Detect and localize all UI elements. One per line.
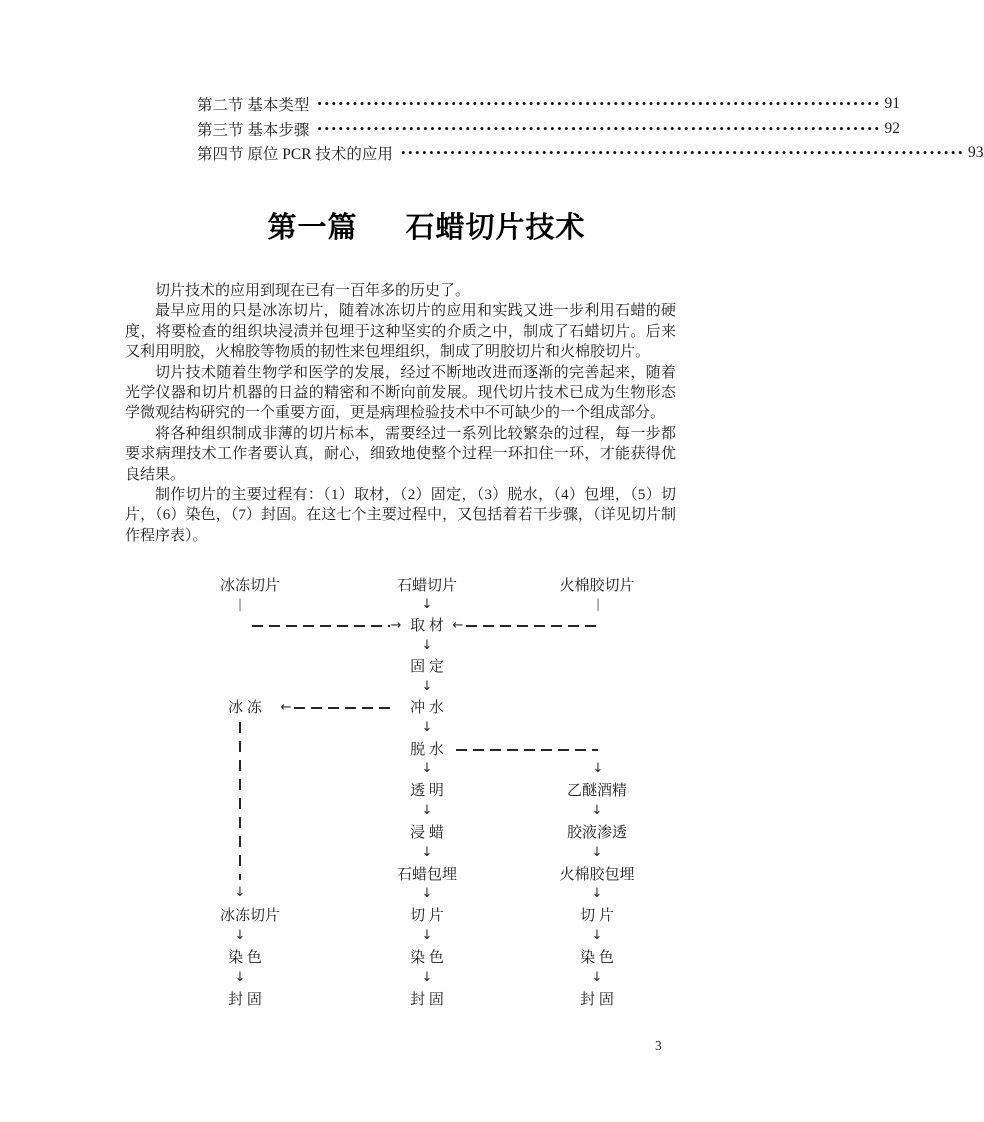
arrow-down-icon: ↓: [591, 803, 603, 818]
node-freezing: 冰 冻: [228, 700, 262, 716]
arrow-down-icon: ↓: [421, 597, 433, 612]
node-clearing: 透 明: [410, 783, 444, 799]
node-staining-center: 染 色: [410, 950, 444, 966]
dashed-line-v: [239, 722, 241, 880]
node-dehydration: 脱 水: [410, 742, 444, 758]
node-mounting-left: 封 固: [228, 992, 262, 1008]
dashed-line-h: [294, 707, 392, 709]
body-paragraph: 制作切片的主要过程有：（1）取材，（2）固定，（3）脱水，（4）包埋，（5）切片，（6）染色，（7）封固。在这七个主要过程中，又包括着若干步骤，（详见切片制作程序表）。: [125, 487, 676, 544]
node-frozen-sectioning: 冰冻切片: [219, 908, 281, 924]
page-number: 3: [655, 1038, 662, 1053]
arrow-down-icon: ↓: [591, 845, 603, 860]
arrow-down-icon: ↓: [421, 845, 433, 860]
body-text: [125, 281, 676, 546]
toc-page-number: 91: [884, 95, 900, 113]
toc-dot-leader: ••••••••••••••••••••••••••••••••••••••••••••••••••••••••••••••••••••••••••••••••: [317, 96, 882, 111]
arrow-down-icon: ↓: [591, 928, 603, 943]
node-sampling: 取 材: [410, 618, 444, 634]
body-paragraph: 将各种组织制成非薄的切片标本，需要经过一系列比较繁杂的过程，每一步都要求病理技术工作者要认真，耐心，细致地使整个过程一环扣住一环，才能获得优良结果。: [125, 425, 676, 483]
arrow-down-icon: ↓: [421, 720, 433, 735]
dashed-line-h: [252, 625, 390, 627]
arrow-down-icon: ↓: [421, 638, 433, 653]
node-staining-right: 染 色: [580, 950, 614, 966]
flow-header-celloidin-section: 火棉胶切片: [559, 578, 635, 594]
arrow-down-icon: ↓: [234, 970, 246, 985]
toc: [197, 92, 984, 166]
node-paraffin-embedding: 石蜡包埋: [396, 867, 458, 883]
arrow-right-icon: →: [390, 618, 402, 633]
dashed-line-h: [466, 625, 598, 627]
toc-page-number: 93: [968, 144, 984, 162]
flow-header-paraffin-section: 石蜡切片: [396, 578, 458, 594]
part-title: [60, 205, 793, 246]
toc-dot-leader: ••••••••••••••••••••••••••••••••••••••••••••••••••••••••••••••••••••••••••••••••: [400, 145, 966, 160]
arrow-down-icon: ↓: [421, 803, 433, 818]
arrow-down-icon: ↓: [591, 886, 603, 901]
body-paragraph: 切片技术的应用到现在已有一百年多的历史了。: [155, 283, 471, 299]
arrow-down-icon: ↓: [421, 928, 433, 943]
node-mounting-right: 封 固: [580, 992, 614, 1008]
node-celloidin-embedding: 火棉胶包埋: [559, 867, 635, 883]
node-sectioning-center: 切 片: [410, 908, 444, 924]
toc-label: 第四节 原位 PCR 技术的应用: [197, 146, 393, 164]
arrow-down-icon: ↓: [234, 928, 246, 943]
node-solution-infiltration: 胶液渗透: [566, 825, 628, 841]
body-paragraph: 切片技术随着生物学和医学的发展，经过不断地改进而逐渐的完善起来，随着光学仪器和切片机器的日益的精密和不断向前发展。现代切片技术已成为生物形态学微观结构研究的一个重要方面，更是病理检验技术中不可缺少的一个组成部分。: [125, 364, 676, 422]
toc-label: 第二节 基本类型: [197, 97, 310, 115]
part-title-text: 石蜡切片技术: [405, 212, 586, 244]
toc-page-number: 92: [884, 119, 900, 137]
arrow-down-icon: ↓: [421, 679, 433, 694]
vertical-bar-icon: |: [238, 597, 242, 612]
node-mounting-center: 封 固: [410, 992, 444, 1008]
arrow-down-icon: ↓: [421, 970, 433, 985]
arrow-down-icon: ↓: [591, 970, 603, 985]
arrow-down-icon: ↓: [234, 885, 246, 900]
node-sectioning-right: 切 片: [580, 908, 614, 924]
node-ether-alcohol: 乙醚酒精: [566, 783, 628, 799]
vertical-bar-icon: |: [596, 597, 600, 612]
part-title-number: 第一篇: [267, 212, 358, 244]
arrow-down-icon: ↓: [592, 761, 604, 776]
toc-label: 第三节 基本步骤: [197, 121, 310, 139]
arrow-left-icon: ←: [280, 700, 292, 715]
node-staining-left: 染 色: [228, 950, 262, 966]
node-rinsing: 冲 水: [410, 700, 444, 716]
body-paragraph: 最早应用的只是冰冻切片，随着冰冻切片的应用和实践又进一步利用石蜡的硬度，将要检查的组织块浸渍并包埋于这种坚实的介质之中，制成了石蜡切片。后来又利用明胶，火棉胶等物质的韧性来包埋组织，制成了明胶切片和火棉胶切片。: [125, 303, 676, 361]
dashed-line-h: [456, 749, 598, 751]
node-wax-infiltration: 浸 蜡: [410, 825, 444, 841]
arrow-left-icon: ←: [452, 618, 464, 633]
toc-entry: [197, 141, 984, 166]
node-fixation: 固 定: [410, 659, 444, 675]
toc-dot-leader: ••••••••••••••••••••••••••••••••••••••••••••••••••••••••••••••••••••••••••••••••: [317, 120, 882, 136]
flow-header-frozen-section: 冰冻切片: [219, 578, 281, 594]
arrow-down-icon: ↓: [421, 886, 433, 901]
toc-entry: [197, 92, 900, 117]
arrow-down-icon: ↓: [421, 761, 433, 776]
toc-entry: [197, 117, 900, 142]
